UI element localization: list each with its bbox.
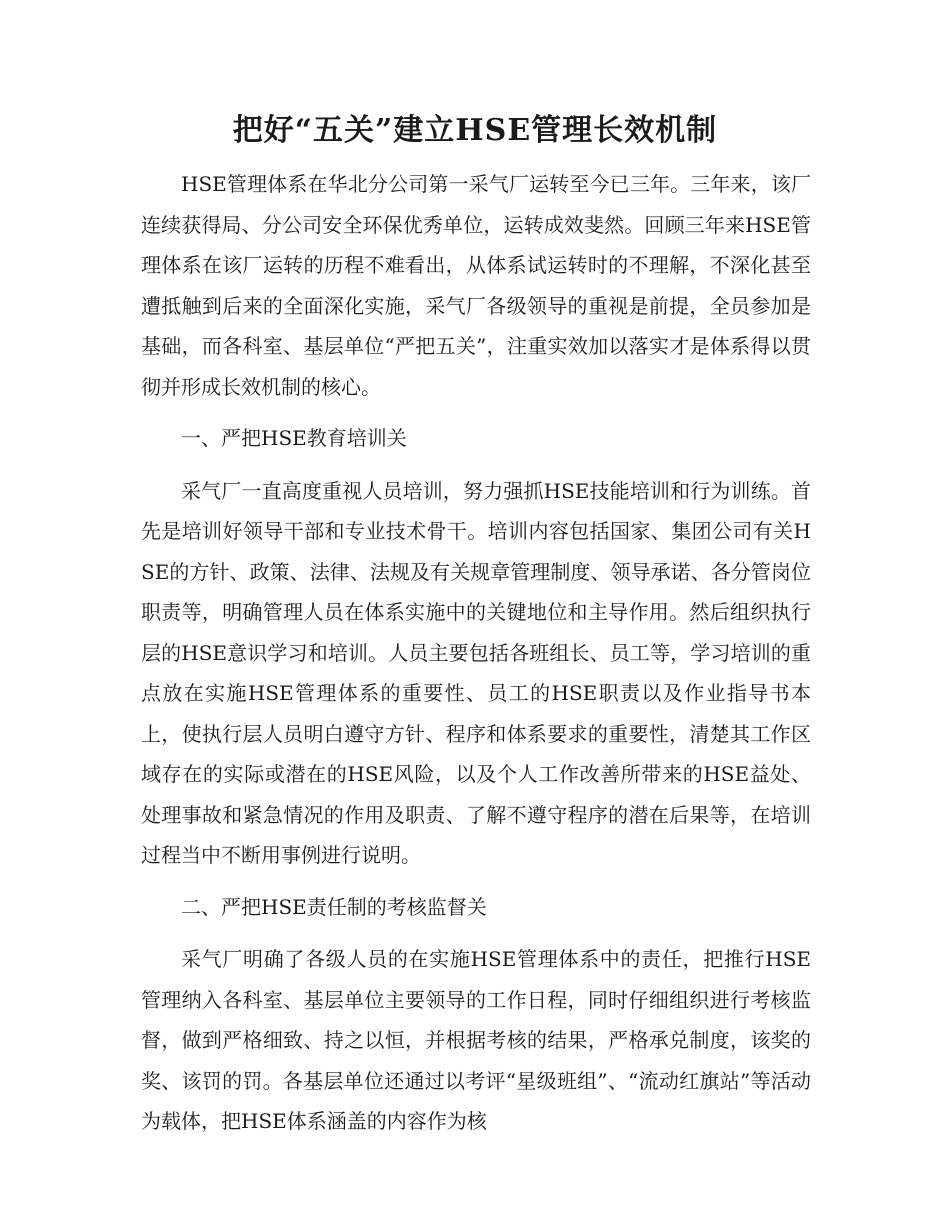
document-body: [141, 164, 811, 1142]
section-paragraph-training: 采气厂一直高度重视人员培训，努力强抓HSE技能培训和行为训练。首先是培训好领导干部和专业技术骨干。培训内容包括国家、集团公司有关HSE的方针、政策、法律、法规及有关规章管理制度、领导承诺、各分管岗位职责等，明确管理人员在体系实施中的关键地位和主导作用。然后组织执行层的HSE意识学习和培训。人员主要包括各班组长、员工等，学习培训的重点放在实施HSE管理体系的重要性、员工的HSE职责以及作业指导书本上，使执行层人员明白遵守方针、程序和体系要求的重要性，清楚其工作区域存在的实际或潜在的HSE风险，以及个人工作改善所带来的HSE益处、处理事故和紧急情况的作用及职责、了解不遵守程序的潜在后果等，在培训过程当中不断用事例进行说明。: [141, 478, 811, 867]
intro-paragraph: HSE管理体系在华北分公司第一采气厂运转至今已三年。三年来，该厂连续获得局、分公司安全环保优秀单位，运转成效斐然。回顾三年来HSE管理体系在该厂运转的历程不难看出，从体系试运转时的不理解，不深化甚至遭抵触到后来的全面深化实施，采气厂各级领导的重视是前提，全员参加是基础，而各科室、基层单位“严把五关”，注重实效加以落实才是体系得以贯彻并形成长效机制的核心。: [141, 172, 811, 399]
section-heading-responsibility: 二、严把HSE责任制的考核监督关: [181, 894, 487, 919]
section-paragraph-responsibility: 采气厂明确了各级人员的在实施HSE管理体系中的责任，把推行HSE管理纳入各科室、基层单位主要领导的工作日程，同时仔细组织进行考核监督，做到严格细致、持之以恒，并根据考核的结果，严格承兑制度，该奖的奖、该罚的罚。各基层单位还通过以考评“星级班组”、“流动红旗站”等活动为载体，把HSE体系涵盖的内容作为核: [141, 947, 811, 1133]
document-title: 把好“五关”建立HSE管理长效机制: [232, 113, 718, 148]
section-heading-training: 一、严把HSE教育培训关: [181, 426, 407, 450]
